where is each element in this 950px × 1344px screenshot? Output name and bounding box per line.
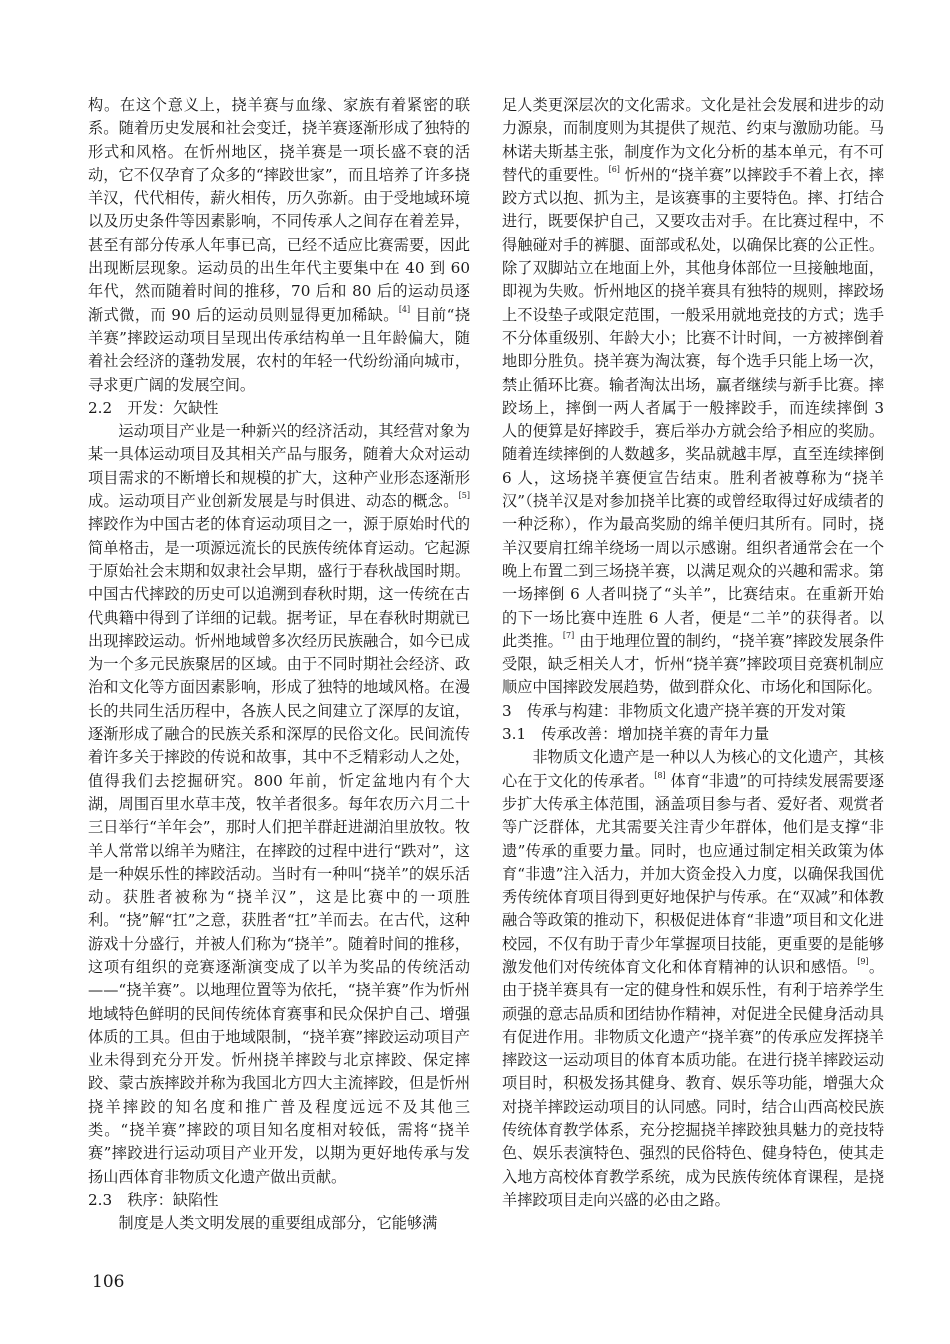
citation-ref: [5] (458, 491, 470, 501)
section-heading: 2.2 开发：欠缺性 (88, 398, 219, 417)
paragraph: 足人类更深层次的文化需求。文化是社会发展和进步的动力源泉，而制度则为其提供了规范、约束与激励功能。马林诺夫斯基主张，制度作为文化分析的基本单元，有不可替代的重要性。[6] 忻州的“挠羊赛”以摔跤手不着上衣，摔跤方式以抱、抓为主，是该赛事的主要特色。摔、打结合进行，既要保护自己，又要攻击对手。在比赛过程中，不得触碰对手的裤腿、面部或私处，以确保比赛的公正性。除了双脚站立在地面上外，其他身体部位一旦接触地面，即视为失败。忻州地区的挠羊赛具有独特的规则，摔跤场上不设垫子或限定范围，一般采用就地竞技的方式；选手不分体重级别、年龄大小；比赛不计时间，一方被摔倒着地即分胜负。挠羊赛为淘汰赛，每个选手只能上场一次，禁止循环比赛。输者淘汰出场，赢者继续与新手比赛。摔跤场上，摔倒一两人者属于一般摔跤手，而连续摔倒 3 人的便算是好摔跤手，赛后举办方就会给予相应的奖励。随着连续摔倒的人数越多，奖品就越丰厚，直至连续摔倒 6 人，这场挠羊赛便宣告结束。胜利者被尊称为“挠羊汉”（挠羊汉是对参加挠羊比赛的或曾经取得过好成绩者的一种泛称），作为最高奖励的绵羊便归其所有。同时，挠羊汉要肩扛绵羊绕场一周以示感谢。组织者通常会在一个晚上布置二到三场挠羊赛，以满足观众的兴趣和需求。第一场摔倒 6 人者叫挠了“头羊”，比赛结束。在重新开始的下一场比赛中连胜 6 人者，便是“二羊”的获得者。以此类推。[7] 由于地理位置的制约，“挠羊赛”摔跤发展条件受限，缺乏相关人才，忻州“挠羊赛”摔跤项目竞赛机制应顺应中国摔跤发展趋势，做到群众化、市场化和国际化。 (502, 96, 885, 697)
citation-ref: [6] (608, 164, 620, 174)
paragraph: 非物质文化遗产是一种以人为核心的文化遗产，其核心在于文化的传承者。[8] 体育“非遗”的可持续发展需要逐步扩大传承主体范围，涵盖项目参与者、爱好者、观赏者等广泛群体，尤其需要关注青少年群体，他们是支撑“非遗”传承的重要力量。同时，也应通过制定相关政策为体育“非遗”注入活力，并加大资金投入力度，以确保我国优秀传统体育项目得到更好地保护与传承。在“双减”和体教融合等政策的推动下，积极促进体育“非遗”项目和文化进校园，不仅有助于青少年掌握项目技能，更重要的是能够激发他们对传统体育文化和体育精神的认识和感悟。[9]。由于挠羊赛具有一定的健身性和娱乐性，有利于培养学生顽强的意志品质和团结协作精神，对促进全民健身活动具有促进作用。非物质文化遗产“挠羊赛”的传承应发挥挠羊摔跤这一运动项目的体育本质功能。在进行挠羊摔跤运动项目时，积极发扬其健身、教育、娱乐等功能，增强大众对挠羊摔跤运动项目的认同感。同时，结合山西高校民族传统体育教学体系，充分挖掘挠羊摔跤独具魅力的竞技特色、娱乐表演特色、强烈的民俗特色、健身特色，使其走入地方高校体育教学系统，成为民族传统体育课程，是挠羊摔跤项目走向兴盛的必由之路。 (502, 748, 885, 1209)
citation-ref: [7] (562, 630, 575, 640)
paragraph: 运动项目产业是一种新兴的经济活动，其经营对象为某一具体运动项目及其相关产品与服务，随着大众对运动项目需求的不断增长和规模的扩大，这种产业形态逐渐形成。运动项目产业创新发展是与时俱进、动态的概念。[5] 摔跤作为中国古老的体育运动项目之一，源于原始时代的简单格击，是一项源远流长的民族传统体育运动。它起源于原始社会末期和奴隶社会早期，盛行于春秋战国时期。中国古代摔跤的历史可以追溯到春秋时期，这一传统在古代典籍中得到了详细的记载。据考证，早在春秋时期就已出现摔跤运动。忻州地域曾多次经历民族融合，如今已成为一个多元民族聚居的区域。由于不同时期社会经济、政治和文化等方面因素影响，形成了独特的地域风格。在漫长的共同生活历程中，各族人民之间建立了深厚的友谊，逐渐形成了融合的民族关系和深厚的民俗文化。民间流传着许多关于摔跤的传说和故事，其中不乏精彩动人之处，值得我们去挖掘研究。800 年前，忻定盆地内有个大湖，周围百里水草丰茂，牧羊者很多。每年农历六月二十三日举行“羊年会”，那时人们把羊群赶进湖泊里放牧。牧羊人常常以绵羊为赌注，在摔跤的过程中进行“跌对”，这是一种娱乐性的摔跤活动。当时有一种叫“挠羊”的娱乐活动。获胜者被称为“挠羊汉”，这是比赛中的一项胜利。“挠”解“扛”之意，获胜者“扛”羊而去。在古代，这种游戏十分盛行，并被人们称为“挠羊”。随着时间的推移，这项有组织的竞赛逐渐演变成了以羊为奖品的传统活动——“挠羊赛”。以地理位置等为依托，“挠羊赛”作为忻州地域特色鲜明的民间传统体育赛事和民众保护自己、增强体质的工具。但由于地域限制，“挠羊赛”摔跤运动项目产业未得到充分开发。忻州挠羊摔跤与北京摔跤、保定摔跤、蒙古族摔跤并称为我国北方四大主流摔跤，但是忻州挠羊摔跤的知名度和推广普及程度远远不及其他三类。“挠羊赛”摔跤的项目知名度相对较低，需将“挠羊赛”摔跤进行运动项目产业开发，以期为更好地传承与发扬山西体育非物质文化遗产做出贡献。 (88, 422, 470, 1186)
section-heading: 3 传承与构建：非物质文化遗产挠羊赛的开发对策 (502, 701, 846, 720)
section-heading: 2.3 秩序：缺陷性 (88, 1190, 219, 1209)
paragraph: 制度是人类文明发展的重要组成部分，它能够满 (118, 1214, 438, 1233)
paragraph: 构。在这个意义上，挠羊赛与血缘、家族有着紧密的联系。随着历史发展和社会变迁，挠羊赛逐渐形成了独特的形式和风格。在忻州地区，挠羊赛是一项长盛不衰的活动，它不仅孕育了众多的“摔跤世家”，而且培养了许多挠羊汉，代代相传，薪火相传，历久弥新。由于受地域环境以及历史条件等因素影响，不同传承人之间存在着差异，甚至有部分传承人年事已高，已经不适应比赛需要，因此出现断层现象。运动员的出生年代主要集中在 40 到 60 年代，然而随着时间的推移，70 后和 80 后的运动员逐渐式微，而 90 后的运动员则显得更加稀缺。[4] 目前“挠羊赛”摔跤运动项目呈现出传承结构单一且年龄偏大，随着社会经济的蓬勃发展，农村的年轻一代纷纷涌向城市，寻求更广阔的发展空间。 (88, 96, 471, 394)
subsection-heading: 3.1 传承改善：增加挠羊赛的青年力量 (502, 725, 770, 744)
right-column (502, 94, 884, 1212)
page-number: 106 (92, 1272, 125, 1292)
left-column (88, 94, 470, 1236)
citation-ref: [4] (398, 304, 411, 314)
citation-ref: [8] (654, 770, 666, 780)
citation-ref: [9] (857, 956, 869, 966)
